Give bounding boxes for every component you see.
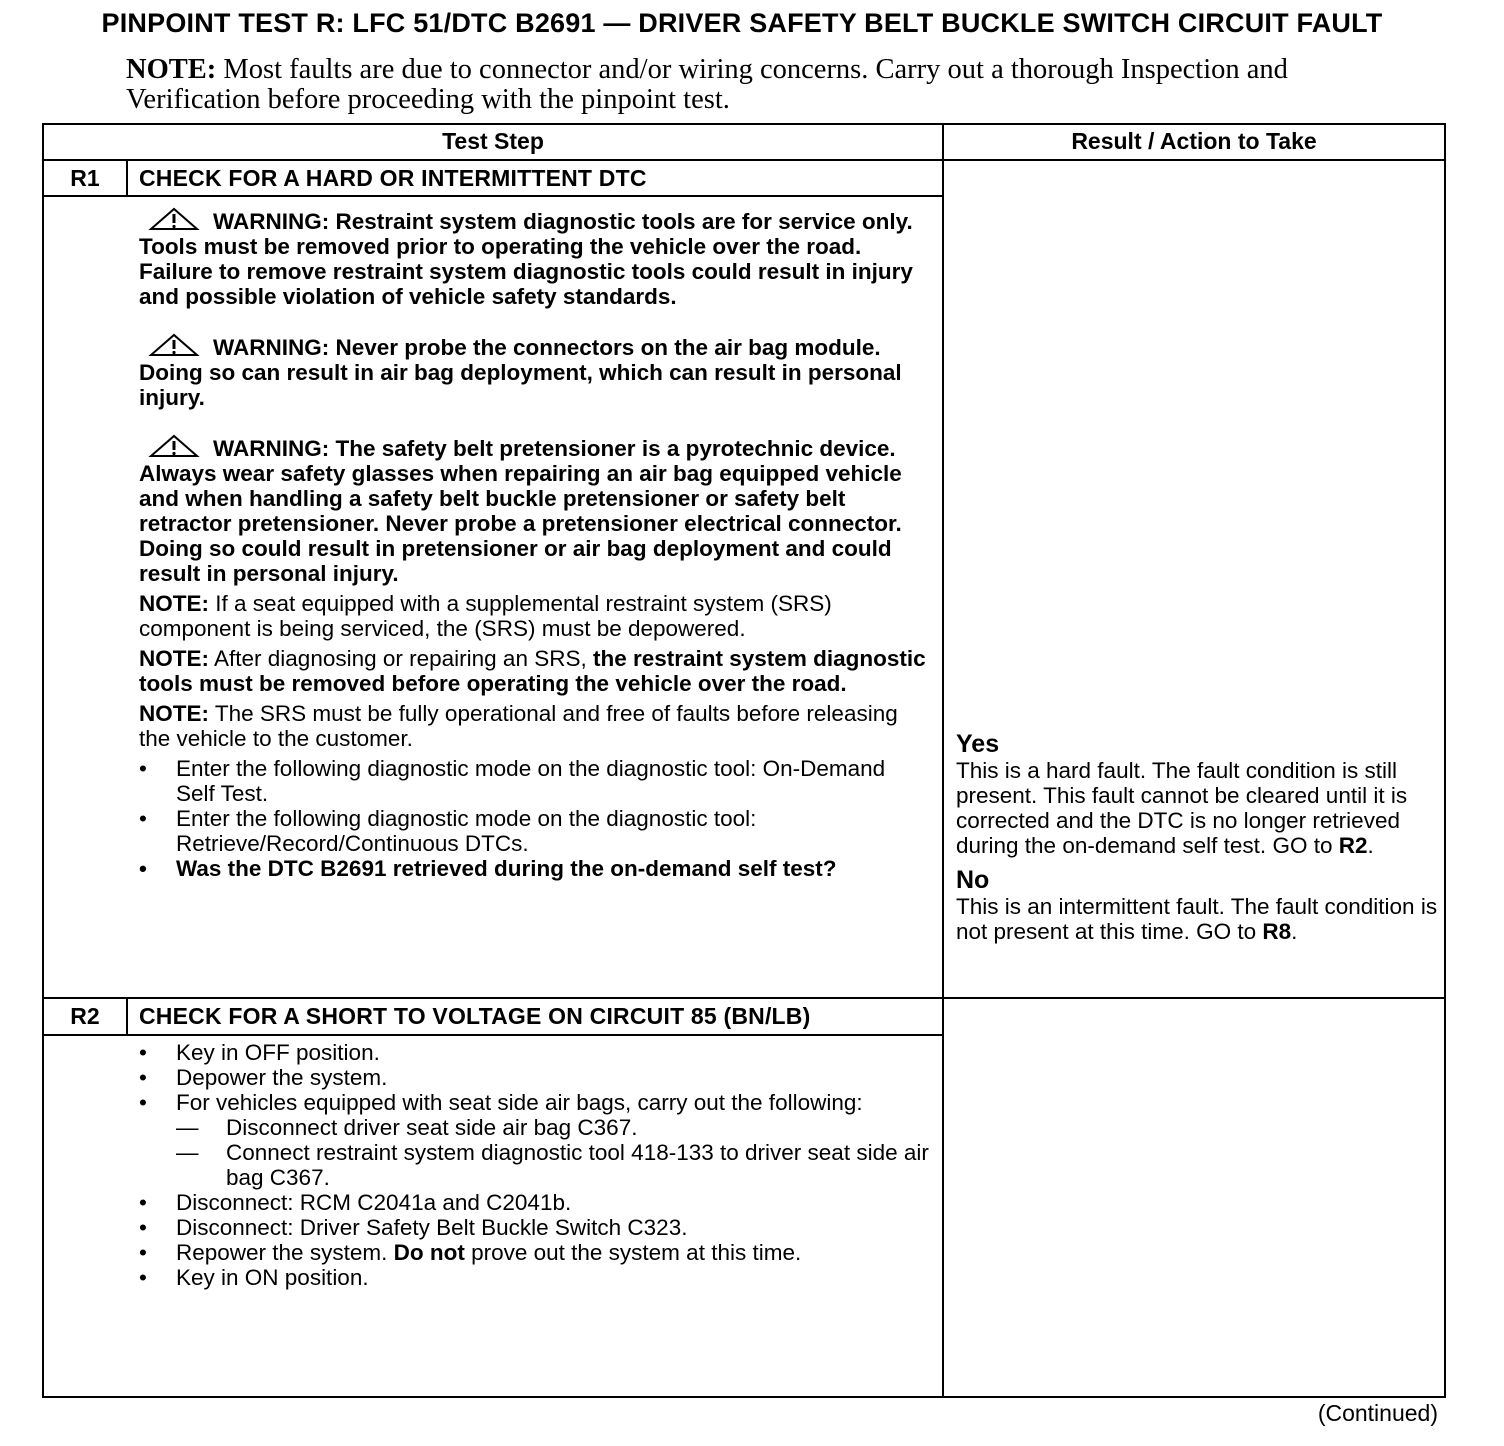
bullet-marker: • xyxy=(139,1240,147,1265)
r1-title-rule xyxy=(42,195,942,197)
r2-bullet-3 xyxy=(139,1090,929,1115)
warning-triangle-icon xyxy=(147,333,201,357)
dash-marker: — xyxy=(176,1115,199,1140)
warning-2 xyxy=(139,333,929,410)
bullet-marker: • xyxy=(139,1065,147,1090)
r2-title-rule xyxy=(42,1034,942,1036)
no-label: No xyxy=(956,866,990,894)
step-body-r1 xyxy=(139,207,929,881)
r2-subitem-2 xyxy=(139,1140,929,1190)
bullet-marker: • xyxy=(139,756,147,781)
r2-subitem-1 xyxy=(139,1115,929,1140)
note-label: NOTE: xyxy=(126,54,217,85)
note-3-text: The SRS must be fully operational and free of faults before releasing the vehicle to the customer. xyxy=(139,701,898,751)
bullet-marker: • xyxy=(139,1090,147,1115)
warning-1 xyxy=(139,207,929,309)
r1-end-rule xyxy=(42,997,1446,999)
step-title-r2: CHECK FOR A SHORT TO VOLTAGE ON CIRCUIT 85 (BN/LB) xyxy=(139,1003,811,1029)
yes-action: This is a hard fault. The fault condition is still present. This fault cannot be cleared until it is corrected and the DTC is no longer retrieved during the on-demand self test. GO to R2. xyxy=(956,758,1408,858)
step-title-r1: CHECK FOR A HARD OR INTERMITTENT DTC xyxy=(139,165,647,191)
column-divider xyxy=(942,123,944,1398)
intro-note xyxy=(126,55,1306,115)
note-2 xyxy=(139,646,929,696)
continued-label: (Continued) xyxy=(1317,1400,1438,1426)
bullet-marker: • xyxy=(139,1040,147,1065)
r1-bullet-2 xyxy=(139,806,929,856)
note-1-text: If a seat equipped with a supplemental restraint system (SRS) component is being serviced, the (SRS) must be depowered. xyxy=(139,591,832,641)
r1-bullet-1 xyxy=(139,756,929,806)
step-id-r1: R1 xyxy=(70,165,100,191)
no-action: This is an intermittent fault. The fault condition is not present at this time. GO to R8. xyxy=(956,894,1438,944)
page-title: PINPOINT TEST R: LFC 51/DTC B2691 — DRIVER SAFETY BELT BUCKLE SWITCH CIRCUIT FAULT xyxy=(101,8,1383,38)
r2-bullet-6-bold: Do not xyxy=(393,1240,465,1265)
header-rule xyxy=(42,159,1446,161)
bullet-marker: • xyxy=(139,806,147,831)
yes-goto-target: R2 xyxy=(1338,833,1368,858)
warning-3-text: WARNING: The safety belt pretensioner is a pyrotechnic device. Always wear safety glasses when repairing an air bag equipped vehicle and when handling a safety belt buckle pretensioner or safety belt retractor pretensioner. Never probe a pretensioner electrical connector. Doing so could result in pretensioner or air bag deployment and could result in personal injury. xyxy=(139,436,902,586)
warning-2-text: WARNING: Never probe the connectors on the air bag module. Doing so can result in air bag deployment, which can result in personal injury. xyxy=(139,335,902,410)
r2-bullet-5-text: Disconnect: Driver Safety Belt Buckle Switch C323. xyxy=(176,1215,688,1240)
r1-question-text: Was the DTC B2691 retrieved during the on-demand self test? xyxy=(176,856,837,881)
r2-bullet-1 xyxy=(139,1040,929,1065)
bullet-marker: • xyxy=(139,1190,147,1215)
warning-1-text: WARNING: Restraint system diagnostic tools are for service only. Tools must be removed prior to operating the vehicle over the road. Failure to remove restraint system diagnostic tools could result in injury and possible violation of vehicle safety standards. xyxy=(139,209,913,309)
note-3-label: NOTE: xyxy=(139,701,209,726)
note-text: Most faults are due to connector and/or wiring concerns. Carry out a thorough Inspection and Verification before proceeding with the pinpoint test. xyxy=(126,54,1288,115)
bullet-marker: • xyxy=(139,856,147,881)
r2-bullet-2 xyxy=(139,1065,929,1090)
yes-action-text: This is a hard fault. The fault condition is still present. This fault cannot be cleared until it is corrected and the DTC is no longer retrieved during the on-demand self test. GO to xyxy=(956,758,1408,858)
note-1-label: NOTE: xyxy=(139,591,209,616)
r2-bullet-6-tail: prove out the system at this time. xyxy=(464,1240,802,1265)
dash-marker: — xyxy=(176,1140,199,1165)
r2-subitem-1-text: Disconnect driver seat side air bag C367. xyxy=(226,1115,638,1140)
warning-3 xyxy=(139,434,929,586)
note-1 xyxy=(139,591,929,641)
r2-id-divider xyxy=(126,997,128,1036)
r2-bullet-4-text: Disconnect: RCM C2041a and C2041b. xyxy=(176,1190,572,1215)
r2-bullet-4 xyxy=(139,1190,929,1215)
header-result: Result / Action to Take xyxy=(1071,128,1317,154)
note-3 xyxy=(139,701,929,751)
note-2-bold-text: the restraint system diagnostic tools must be removed before operating the vehicle over the road. xyxy=(139,646,926,696)
r1-bullet-1-text: Enter the following diagnostic mode on the diagnostic tool: On-Demand Self Test. xyxy=(176,756,886,806)
r2-bullet-1-text: Key in OFF position. xyxy=(176,1040,380,1065)
no-goto-target: R8 xyxy=(1262,919,1292,944)
r2-bullet-5 xyxy=(139,1215,929,1240)
note-2-label: NOTE: xyxy=(139,646,209,671)
r1-question xyxy=(139,856,929,881)
r2-bullet-6 xyxy=(139,1240,929,1265)
note-2-text: After diagnosing or repairing an SRS, xyxy=(209,646,593,671)
r1-bullet-2-text: Enter the following diagnostic mode on the diagnostic tool: Retrieve/Record/Continuous DTCs. xyxy=(176,806,757,856)
bullet-marker: • xyxy=(139,1265,147,1290)
step-id-r2: R2 xyxy=(70,1003,100,1029)
r2-bullet-7-text: Key in ON position. xyxy=(176,1265,369,1290)
r1-id-divider xyxy=(126,159,128,197)
step-body-r2 xyxy=(139,1040,929,1290)
no-action-text: This is an intermittent fault. The fault condition is not present at this time. GO to xyxy=(956,894,1438,944)
warning-triangle-icon xyxy=(147,207,201,231)
header-test-step: Test Step xyxy=(442,128,544,154)
r2-bullet-6-text: Repower the system. xyxy=(176,1240,394,1265)
warning-triangle-icon xyxy=(147,434,201,458)
bullet-marker: • xyxy=(139,1215,147,1240)
r2-subitem-2-text: Connect restraint system diagnostic tool 418-133 to driver seat side air bag C367. xyxy=(226,1140,929,1190)
r2-bullet-7 xyxy=(139,1265,929,1290)
yes-label: Yes xyxy=(956,730,1000,758)
r1-results xyxy=(956,730,1440,944)
r2-bullet-2-text: Depower the system. xyxy=(176,1065,388,1090)
r2-bullet-3-text: For vehicles equipped with seat side air bags, carry out the following: xyxy=(176,1090,863,1115)
